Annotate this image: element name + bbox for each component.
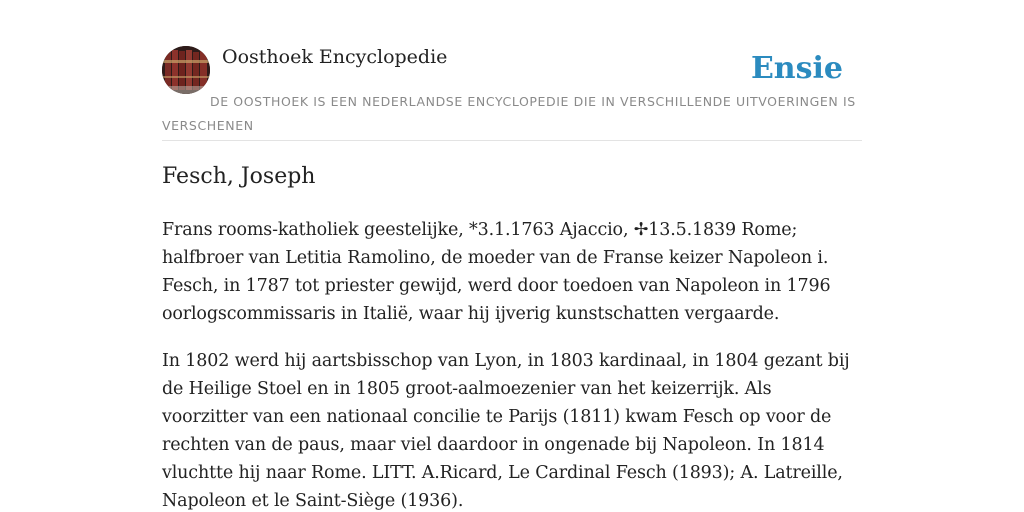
page-container <box>162 0 862 511</box>
site-header <box>162 0 862 141</box>
site-title[interactable]: Oosthoek Encyclopedie <box>222 46 448 68</box>
book-spines-icon[interactable] <box>162 46 210 94</box>
article-paragraph: In 1802 werd hij aartsbisschop van Lyon, in 1803 kardinaal, in 1804 gezant bij de Heilige Stoel en in 1805 groot-aalmoezenier van het keizerrijk. Als voorzitter van een nationaal concilie te Parijs (1811) kwam Fesch op voor de rechten van de paus, maar viel daardoor in ongenade bij Napoleon. In 1814 vluchtte hij naar Rome. LITT. A.Ricard, Le Cardinal Fesch (1893); A. Latreille, Napoleon et le Saint-Siège (1936). <box>162 351 850 511</box>
brand-logo[interactable]: Ensie <box>750 51 843 86</box>
article-paragraph: Frans rooms-katholiek geestelijke, *3.1.1763 Ajaccio, ✢13.5.1839 Rome; halfbroer van Letitia Ramolino, de moeder van de Franse keizer Napoleon i. Fesch, in 1787 tot priester gewijd, werd door toedoen van Napoleon in 1796 oorlogscommissaris in Italië, waar hij ijverig kunstschatten vergaarde. <box>162 220 831 324</box>
site-tagline: DE OOSTHOEK IS EEN NEDERLANDSE ENCYCLOPEDIE DIE IN VERSCHILLENDE UITVOERINGEN IS VERSCHENEN <box>162 94 856 133</box>
article-title: Fesch, Joseph <box>162 164 316 189</box>
